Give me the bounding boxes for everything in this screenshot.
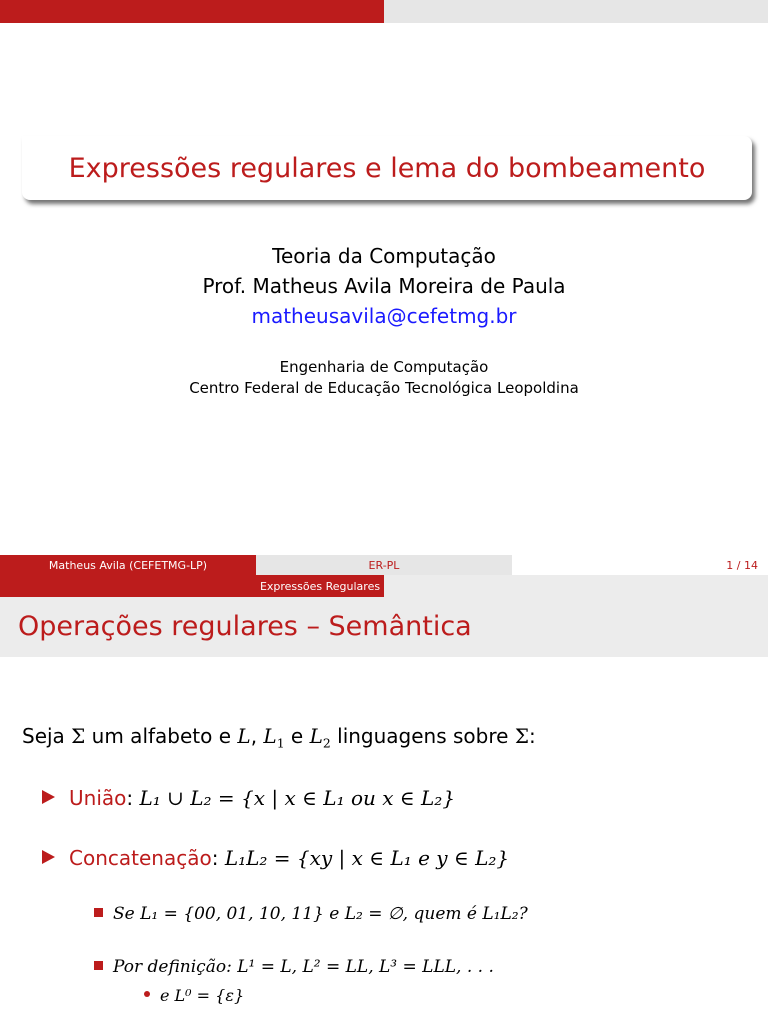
- institution-name: Centro Federal de Educação Tecnológica Leopoldina: [189, 379, 579, 397]
- subbullet-example: [94, 904, 528, 924]
- square-bullet-icon: [94, 961, 103, 970]
- department-name: Engenharia de Computação: [279, 358, 489, 376]
- triangle-bullet-icon: [42, 790, 55, 804]
- frame-title-bar: [0, 597, 768, 657]
- example-text: Se L₁ = {00, 01, 10, 11} e L₂ = ∅, quem é L₁L₂?: [113, 904, 528, 924]
- colon: :: [126, 786, 140, 810]
- triangle-bullet-icon: [42, 850, 55, 864]
- presentation-title: Expressões regulares e lema do bombeamento: [68, 152, 706, 184]
- footer-short-title: ER-PL: [256, 555, 512, 575]
- section-bar-left: [0, 575, 256, 597]
- intro-text: um alfabeto e: [85, 724, 238, 748]
- intro-text: :: [528, 724, 536, 748]
- progress-bar-remaining: [384, 0, 768, 23]
- math-L2: L: [309, 724, 323, 748]
- course-name: Teoria da Computação: [272, 244, 496, 268]
- intro-text: ,: [250, 724, 264, 748]
- colon: :: [211, 846, 225, 870]
- concatenation-expression: L₁L₂ = {xy | x ∈ L₁ e y ∈ L₂}: [224, 846, 510, 870]
- intro-text: e: [284, 724, 310, 748]
- math-L: L: [237, 724, 251, 748]
- dot-bullet-icon: [144, 991, 150, 997]
- subscript-2: 2: [322, 735, 331, 751]
- footer-author: Matheus Avila (CEFETMG-LP): [0, 555, 256, 575]
- subbullet-definition: [94, 957, 494, 977]
- union-expression: L₁ ∪ L₂ = {x | x ∈ L₁ ou x ∈ L₂}: [139, 786, 456, 810]
- progress-bar-filled: [0, 0, 384, 23]
- footer-page-number: 1 / 14: [512, 555, 768, 575]
- title-box: [22, 136, 752, 200]
- bullet-union: [42, 786, 455, 810]
- intro-text: Seja: [22, 724, 72, 748]
- sigma-symbol: Σ: [71, 724, 86, 748]
- definition-text: Por definição: L¹ = L, L² = LL, L³ = LLL, . . .: [113, 957, 494, 977]
- subscript-1: 1: [276, 735, 285, 751]
- section-tab[interactable]: Expressões Regulares: [256, 575, 384, 597]
- concatenation-label: Concatenação: [69, 846, 212, 870]
- math-L1: L: [263, 724, 277, 748]
- slide-footer: [0, 555, 768, 575]
- intro-statement: [22, 724, 536, 751]
- square-bullet-icon: [94, 908, 103, 917]
- union-label: União: [69, 786, 127, 810]
- intro-text: linguagens sobre: [330, 724, 515, 748]
- email-link[interactable]: matheusavila@cefetmg.br: [251, 304, 517, 328]
- section-bar-right: [384, 575, 768, 597]
- professor-name: Prof. Matheus Avila Moreira de Paula: [202, 274, 566, 298]
- subsubbullet-base-case: [144, 986, 244, 1005]
- sigma-symbol: Σ: [514, 724, 529, 748]
- base-case-text: e L⁰ = {ε}: [160, 986, 245, 1005]
- bullet-concatenation: [42, 846, 509, 870]
- frame-title: Operações regulares – Semântica: [18, 611, 472, 642]
